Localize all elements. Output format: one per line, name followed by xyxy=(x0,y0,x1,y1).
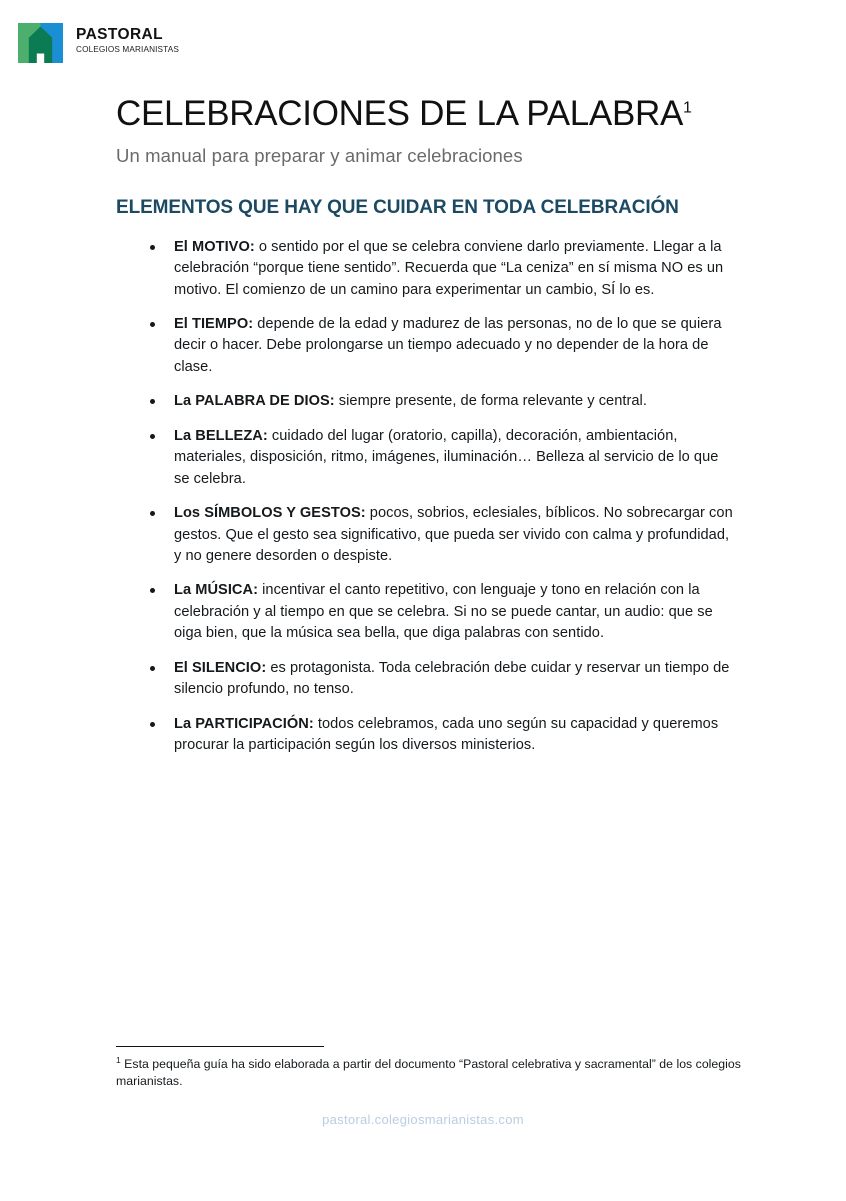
list-item-lead: Los SÍMBOLOS Y GESTOS: xyxy=(174,505,366,522)
list-item xyxy=(144,714,736,757)
list-item-lead: La BELLEZA: xyxy=(174,427,268,444)
list-item-lead: La PARTICIPACIÓN: xyxy=(174,715,314,732)
page-content-column xyxy=(116,96,736,769)
list-item-text: cuidado del lugar (oratorio, capilla), decoración, ambientación, materiales, disposición, ritmo, imágenes, iluminación… Belleza al servicio de lo que se celebra. xyxy=(174,427,719,487)
footnote-text xyxy=(116,1056,756,1091)
document-header xyxy=(18,18,179,63)
logo-title: PASTORAL xyxy=(76,25,164,43)
list-item-text: siempre presente, de forma relevante y central. xyxy=(334,393,647,410)
title-footnote-marker: 1 xyxy=(683,99,692,117)
page-title-text: CELEBRACIONES DE LA PALABRA xyxy=(116,94,684,133)
list-item-text: o sentido por el que se celebra conviene darlo previamente. Llegar a la celebración “porque tiene sentido”. Recuerda que “La ceniza” en sí misma NO es un motivo. El comienzo de un camino para experimentar un cambio, SÍ lo es. xyxy=(174,238,724,298)
list-item-text: incentivar el canto repetitivo, con lenguaje y tono en relación con la celebración y al tiempo en que se celebra. Si no se puede cantar, un audio: que se oiga bien, que la música sea bella, que diga palabras con sentido. xyxy=(174,582,713,642)
section-heading: ELEMENTOS QUE HAY QUE CUIDAR EN TODA CELEBRACIÓN xyxy=(116,196,679,218)
list-item xyxy=(144,314,736,378)
logo-text-block xyxy=(76,27,179,55)
list-item xyxy=(144,503,736,567)
page-subtitle: Un manual para preparar y animar celebraciones xyxy=(116,144,523,166)
list-item xyxy=(144,658,736,701)
list-item-text: pocos, sobrios, eclesiales, bíblicos. No sobrecargar con gestos. Que el gesto sea significativo, que pueda ser vivido con calma y profundidad, y no genere desorden o despiste. xyxy=(174,505,733,564)
list-item-lead: La MÚSICA: xyxy=(174,582,259,599)
footnote-body: Esta pequeña guía ha sido elaborada a partir del documento “Pastoral celebrativa y sacramental” de los colegios marianistas. xyxy=(116,1057,741,1089)
page-title xyxy=(116,96,736,133)
logo-subtitle: COLEGIOS MARIANISTAS xyxy=(76,45,179,55)
list-item xyxy=(144,426,736,490)
footer-url[interactable]: pastoral.colegiosmarianistas.com xyxy=(322,1112,524,1127)
list-item-text: depende de la edad y madurez de las personas, no de lo que se quiera decir o hacer. Debe prolongarse un tiempo adecuado y no depender de la hora de clase. xyxy=(174,316,722,375)
elements-bullet-list xyxy=(116,237,736,757)
list-item xyxy=(144,580,736,644)
list-item-lead: La PALABRA DE DIOS: xyxy=(174,393,335,410)
list-item-lead: El TIEMPO: xyxy=(174,316,254,333)
list-item-lead: El MOTIVO: xyxy=(174,238,255,255)
list-item-text: es protagonista. Toda celebración debe cuidar y reservar un tiempo de silencio profundo, no tenso. xyxy=(174,659,730,698)
footnote-block xyxy=(116,1046,756,1091)
footnote-separator-rule xyxy=(116,1046,324,1047)
list-item-lead: El SILENCIO: xyxy=(174,659,267,676)
pastoral-house-m-logo-icon xyxy=(18,18,63,63)
footnote-marker: 1 xyxy=(116,1054,121,1065)
list-item xyxy=(144,237,736,301)
list-item xyxy=(144,391,736,412)
list-item-text: todos celebramos, cada uno según su capacidad y queremos procurar la participación según los diversos ministerios. xyxy=(174,715,719,754)
